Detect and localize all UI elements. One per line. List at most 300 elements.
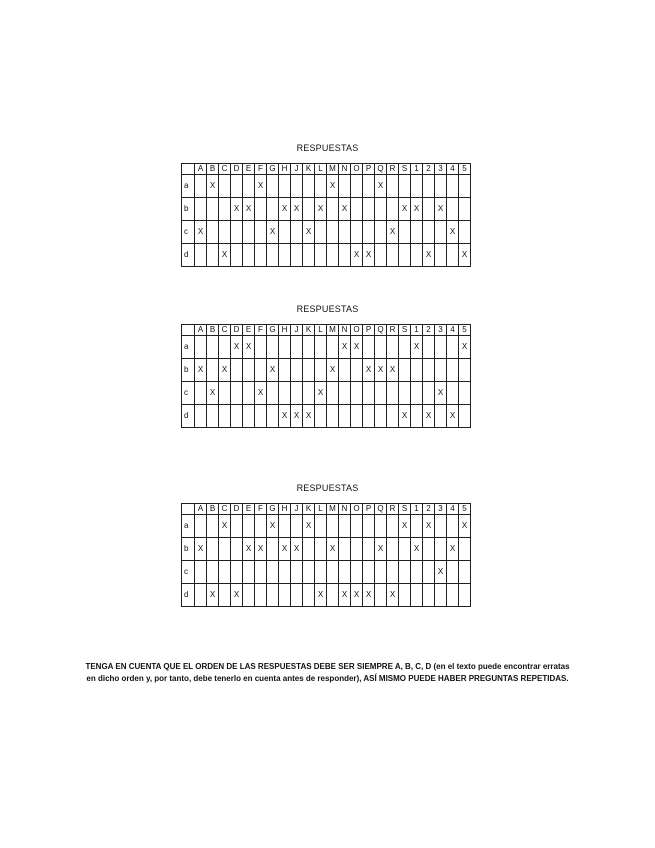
- answer-cell: [339, 515, 351, 538]
- answer-cell: [195, 405, 207, 428]
- column-header: N: [339, 504, 351, 515]
- answer-cell: [459, 538, 471, 561]
- answer-cell: [351, 538, 363, 561]
- answer-cell: X: [315, 198, 327, 221]
- answer-cell: [423, 584, 435, 607]
- answer-cell: [267, 382, 279, 405]
- answer-cell: [255, 198, 267, 221]
- column-header: 2: [423, 164, 435, 175]
- answer-cell: [351, 175, 363, 198]
- answer-cell: [447, 244, 459, 267]
- header-row: [182, 325, 471, 336]
- answer-cell: [411, 405, 423, 428]
- column-header: N: [339, 325, 351, 336]
- answer-cell: [435, 336, 447, 359]
- answer-cell: [219, 221, 231, 244]
- answer-row: [182, 198, 471, 221]
- answer-cell: [267, 175, 279, 198]
- instructions-note: TENGA EN CUENTA QUE EL ORDEN DE LAS RESPUESTAS DEBE SER SIEMPRE A, B, C, D (en el texto puede encontrar erratas en dicho orden y, por tanto, debe tenerlo en cuenta antes de responder), ASÍ MISMO PUEDE HABER PREGUNTAS REPETIDAS.: [85, 662, 570, 683]
- answer-cell: [327, 405, 339, 428]
- answer-cell: [447, 515, 459, 538]
- answer-cell: X: [231, 336, 243, 359]
- answer-cell: [231, 561, 243, 584]
- column-header: M: [327, 164, 339, 175]
- answer-cell: [459, 561, 471, 584]
- answer-cell: X: [219, 244, 231, 267]
- header-row: [182, 504, 471, 515]
- answer-cell: [339, 359, 351, 382]
- answer-cell: [315, 221, 327, 244]
- answer-cell: [291, 561, 303, 584]
- answer-cell: X: [351, 244, 363, 267]
- answer-cell: [363, 382, 375, 405]
- answer-cell: [411, 359, 423, 382]
- column-header: L: [315, 325, 327, 336]
- column-header: J: [291, 164, 303, 175]
- answer-cell: [291, 336, 303, 359]
- column-header: N: [339, 164, 351, 175]
- answer-cell: [291, 244, 303, 267]
- answer-cell: [447, 175, 459, 198]
- answer-cell: [423, 175, 435, 198]
- column-header: O: [351, 325, 363, 336]
- answer-cell: [411, 584, 423, 607]
- column-header: F: [255, 164, 267, 175]
- answer-cell: X: [195, 221, 207, 244]
- answer-cell: [255, 244, 267, 267]
- answer-cell: [387, 515, 399, 538]
- answer-cell: X: [351, 584, 363, 607]
- answer-cell: X: [435, 382, 447, 405]
- answer-cell: [423, 382, 435, 405]
- row-label: a: [182, 175, 195, 198]
- answer-cell: [243, 244, 255, 267]
- answer-cell: X: [255, 538, 267, 561]
- answer-cell: [387, 561, 399, 584]
- answer-cell: [411, 175, 423, 198]
- answer-cell: X: [399, 515, 411, 538]
- answer-cell: [303, 198, 315, 221]
- column-header: H: [279, 504, 291, 515]
- answer-row: [182, 515, 471, 538]
- answer-cell: X: [267, 515, 279, 538]
- answer-cell: [447, 561, 459, 584]
- answer-cell: [363, 515, 375, 538]
- answer-cell: [231, 405, 243, 428]
- answer-cell: X: [255, 175, 267, 198]
- answer-cell: [243, 405, 255, 428]
- answer-cell: [351, 198, 363, 221]
- answer-cell: [459, 405, 471, 428]
- answer-cell: [423, 198, 435, 221]
- answer-cell: X: [339, 336, 351, 359]
- answer-cell: [351, 405, 363, 428]
- answer-cell: [219, 198, 231, 221]
- answer-cell: X: [195, 538, 207, 561]
- answer-cell: [231, 244, 243, 267]
- answer-cell: [267, 584, 279, 607]
- column-header: 4: [447, 325, 459, 336]
- answer-cell: X: [375, 538, 387, 561]
- answer-cell: [435, 538, 447, 561]
- answer-cell: [327, 382, 339, 405]
- answer-cell: [207, 244, 219, 267]
- row-label: d: [182, 584, 195, 607]
- answer-cell: [375, 221, 387, 244]
- answer-cell: X: [423, 244, 435, 267]
- corner-cell: [182, 325, 195, 336]
- answer-cell: [243, 515, 255, 538]
- answer-cell: [219, 584, 231, 607]
- answer-cell: X: [303, 405, 315, 428]
- column-header: E: [243, 164, 255, 175]
- answer-cell: [243, 382, 255, 405]
- column-header: O: [351, 164, 363, 175]
- answer-cell: [399, 561, 411, 584]
- answer-cell: X: [411, 336, 423, 359]
- column-header: E: [243, 325, 255, 336]
- answer-cell: [207, 561, 219, 584]
- answer-cell: [279, 382, 291, 405]
- column-header: F: [255, 504, 267, 515]
- column-header: 3: [435, 164, 447, 175]
- answer-cell: [435, 515, 447, 538]
- answer-cell: [267, 405, 279, 428]
- answer-cell: X: [315, 382, 327, 405]
- answer-cell: X: [447, 405, 459, 428]
- answer-cell: X: [423, 515, 435, 538]
- answer-cell: X: [231, 584, 243, 607]
- answer-cell: [303, 244, 315, 267]
- answer-cell: [435, 221, 447, 244]
- corner-cell: [182, 504, 195, 515]
- answer-cell: X: [315, 584, 327, 607]
- answer-cell: [231, 221, 243, 244]
- column-header: B: [207, 504, 219, 515]
- answer-cell: X: [459, 515, 471, 538]
- answer-cell: [303, 336, 315, 359]
- answer-cell: [207, 538, 219, 561]
- answer-cell: [195, 244, 207, 267]
- answer-cell: [375, 382, 387, 405]
- answer-cell: [195, 382, 207, 405]
- answer-cell: [291, 359, 303, 382]
- answer-table: [181, 503, 471, 607]
- answer-cell: X: [387, 221, 399, 244]
- answer-cell: [363, 175, 375, 198]
- answer-cell: [291, 382, 303, 405]
- column-header: 4: [447, 164, 459, 175]
- answer-row: [182, 382, 471, 405]
- answer-cell: [387, 198, 399, 221]
- answer-cell: [279, 175, 291, 198]
- answer-cell: X: [207, 175, 219, 198]
- column-header: R: [387, 504, 399, 515]
- answer-cell: [327, 221, 339, 244]
- answer-cell: [447, 336, 459, 359]
- answer-cell: [387, 336, 399, 359]
- answer-cell: [327, 584, 339, 607]
- column-header: A: [195, 504, 207, 515]
- column-header: 5: [459, 164, 471, 175]
- answer-cell: [351, 359, 363, 382]
- column-header: K: [303, 504, 315, 515]
- answer-row: [182, 405, 471, 428]
- column-header: K: [303, 325, 315, 336]
- answer-cell: X: [267, 221, 279, 244]
- answer-cell: [315, 359, 327, 382]
- answer-cell: [291, 515, 303, 538]
- answer-cell: X: [447, 538, 459, 561]
- answer-cell: X: [399, 405, 411, 428]
- answer-cell: [459, 221, 471, 244]
- column-header: J: [291, 325, 303, 336]
- answer-cell: [243, 561, 255, 584]
- answer-row: [182, 175, 471, 198]
- column-header: A: [195, 325, 207, 336]
- row-label: a: [182, 336, 195, 359]
- answer-cell: [387, 244, 399, 267]
- answer-cell: X: [363, 244, 375, 267]
- answer-cell: [267, 538, 279, 561]
- answer-cell: [399, 382, 411, 405]
- answer-cell: [339, 561, 351, 584]
- answer-cell: X: [411, 198, 423, 221]
- answer-cell: X: [423, 405, 435, 428]
- answer-cell: [459, 198, 471, 221]
- answer-cell: X: [195, 359, 207, 382]
- answer-cell: X: [219, 359, 231, 382]
- column-header: Q: [375, 325, 387, 336]
- answer-cell: X: [375, 359, 387, 382]
- answer-cell: X: [459, 244, 471, 267]
- answer-cell: [195, 198, 207, 221]
- answer-cell: [447, 198, 459, 221]
- column-header: D: [231, 504, 243, 515]
- answer-cell: [411, 221, 423, 244]
- column-header: C: [219, 325, 231, 336]
- answer-cell: [423, 336, 435, 359]
- answer-cell: [243, 584, 255, 607]
- column-header: G: [267, 325, 279, 336]
- answer-cell: [207, 405, 219, 428]
- answer-cell: [435, 244, 447, 267]
- answer-cell: [375, 515, 387, 538]
- answer-cell: [339, 538, 351, 561]
- column-header: M: [327, 325, 339, 336]
- answer-cell: [351, 561, 363, 584]
- answer-table: [181, 163, 471, 267]
- answer-cell: [435, 405, 447, 428]
- answer-cell: [279, 359, 291, 382]
- answer-cell: X: [303, 221, 315, 244]
- answer-cell: [375, 244, 387, 267]
- answer-cell: [303, 359, 315, 382]
- answer-cell: [447, 584, 459, 607]
- answer-cell: [399, 538, 411, 561]
- answer-cell: [303, 538, 315, 561]
- answer-cell: X: [243, 538, 255, 561]
- answer-cell: [303, 584, 315, 607]
- answer-cell: X: [459, 336, 471, 359]
- answer-cell: [291, 221, 303, 244]
- answer-cell: [255, 359, 267, 382]
- answer-cell: [315, 515, 327, 538]
- answer-cell: [363, 336, 375, 359]
- answer-cell: X: [339, 198, 351, 221]
- column-header: P: [363, 325, 375, 336]
- column-header: 5: [459, 504, 471, 515]
- column-header: P: [363, 504, 375, 515]
- answer-cell: [399, 584, 411, 607]
- column-header: G: [267, 164, 279, 175]
- column-header: 5: [459, 325, 471, 336]
- answer-cell: X: [243, 198, 255, 221]
- answer-cell: X: [327, 359, 339, 382]
- answer-cell: X: [363, 584, 375, 607]
- answer-cell: [399, 336, 411, 359]
- answer-cell: [315, 561, 327, 584]
- answer-cell: [195, 515, 207, 538]
- answer-cell: [315, 336, 327, 359]
- column-header: R: [387, 164, 399, 175]
- answer-cell: X: [207, 584, 219, 607]
- column-header: 1: [411, 325, 423, 336]
- answer-cell: [255, 336, 267, 359]
- answer-cell: [315, 244, 327, 267]
- answer-cell: [231, 175, 243, 198]
- column-header: R: [387, 325, 399, 336]
- answer-cell: [279, 584, 291, 607]
- answer-cell: [399, 221, 411, 244]
- answer-cell: X: [207, 382, 219, 405]
- answer-cell: [363, 405, 375, 428]
- column-header: M: [327, 504, 339, 515]
- answer-cell: [267, 336, 279, 359]
- answer-cell: [207, 221, 219, 244]
- column-header: H: [279, 325, 291, 336]
- answer-cell: [363, 538, 375, 561]
- column-header: O: [351, 504, 363, 515]
- row-label: a: [182, 515, 195, 538]
- answer-cell: [423, 561, 435, 584]
- column-header: Q: [375, 164, 387, 175]
- answer-cell: [279, 561, 291, 584]
- answer-cell: X: [339, 584, 351, 607]
- row-label: b: [182, 198, 195, 221]
- answer-cell: X: [267, 359, 279, 382]
- answer-row: [182, 584, 471, 607]
- answer-cell: [219, 336, 231, 359]
- answer-cell: X: [327, 538, 339, 561]
- answer-cell: X: [231, 198, 243, 221]
- answer-cell: X: [447, 221, 459, 244]
- answer-cell: [255, 561, 267, 584]
- answer-cell: [327, 515, 339, 538]
- answer-cell: [255, 584, 267, 607]
- answer-cell: [267, 561, 279, 584]
- answer-cell: [279, 244, 291, 267]
- column-header: B: [207, 325, 219, 336]
- column-header: P: [363, 164, 375, 175]
- answer-cell: X: [411, 538, 423, 561]
- answer-cell: [279, 336, 291, 359]
- column-header: C: [219, 504, 231, 515]
- answer-cell: [279, 515, 291, 538]
- answer-cell: [411, 244, 423, 267]
- answer-cell: X: [279, 405, 291, 428]
- answer-cell: X: [291, 405, 303, 428]
- answer-cell: [387, 175, 399, 198]
- column-header: 3: [435, 504, 447, 515]
- answer-table-title: RESPUESTAS: [296, 483, 359, 493]
- answer-cell: [207, 359, 219, 382]
- answer-cell: [459, 359, 471, 382]
- answer-cell: [219, 175, 231, 198]
- answer-cell: [375, 584, 387, 607]
- answer-cell: [207, 515, 219, 538]
- answer-cell: [411, 561, 423, 584]
- column-header: 2: [423, 325, 435, 336]
- answer-table-title: RESPUESTAS: [296, 304, 359, 314]
- answer-cell: X: [375, 175, 387, 198]
- answer-cell: [267, 244, 279, 267]
- header-row: [182, 164, 471, 175]
- answer-cell: [399, 244, 411, 267]
- answer-cell: [339, 221, 351, 244]
- answer-cell: [219, 382, 231, 405]
- answer-cell: X: [399, 198, 411, 221]
- answer-block-3: [0, 482, 655, 599]
- column-header: Q: [375, 504, 387, 515]
- answer-cell: X: [291, 538, 303, 561]
- column-header: S: [399, 164, 411, 175]
- row-label: c: [182, 561, 195, 584]
- answer-cell: [195, 584, 207, 607]
- answer-cell: [423, 538, 435, 561]
- answer-cell: X: [255, 382, 267, 405]
- answer-cell: [375, 336, 387, 359]
- answer-cell: [423, 359, 435, 382]
- answer-cell: [327, 244, 339, 267]
- answer-cell: [363, 198, 375, 221]
- answer-cell: X: [279, 538, 291, 561]
- column-header: K: [303, 164, 315, 175]
- row-label: c: [182, 382, 195, 405]
- answer-block-1: [0, 142, 655, 259]
- column-header: B: [207, 164, 219, 175]
- answer-cell: [231, 515, 243, 538]
- answer-row: [182, 244, 471, 267]
- column-header: F: [255, 325, 267, 336]
- answer-cell: [375, 198, 387, 221]
- answer-cell: [303, 561, 315, 584]
- answer-cell: [351, 221, 363, 244]
- answer-cell: X: [387, 584, 399, 607]
- answer-cell: [327, 198, 339, 221]
- answer-cell: X: [435, 198, 447, 221]
- row-label: b: [182, 359, 195, 382]
- answer-cell: [195, 175, 207, 198]
- column-header: H: [279, 164, 291, 175]
- answer-cell: [195, 561, 207, 584]
- answer-cell: [339, 175, 351, 198]
- answer-cell: [399, 175, 411, 198]
- column-header: C: [219, 164, 231, 175]
- column-header: L: [315, 504, 327, 515]
- answer-cell: [435, 359, 447, 382]
- answer-cell: [255, 405, 267, 428]
